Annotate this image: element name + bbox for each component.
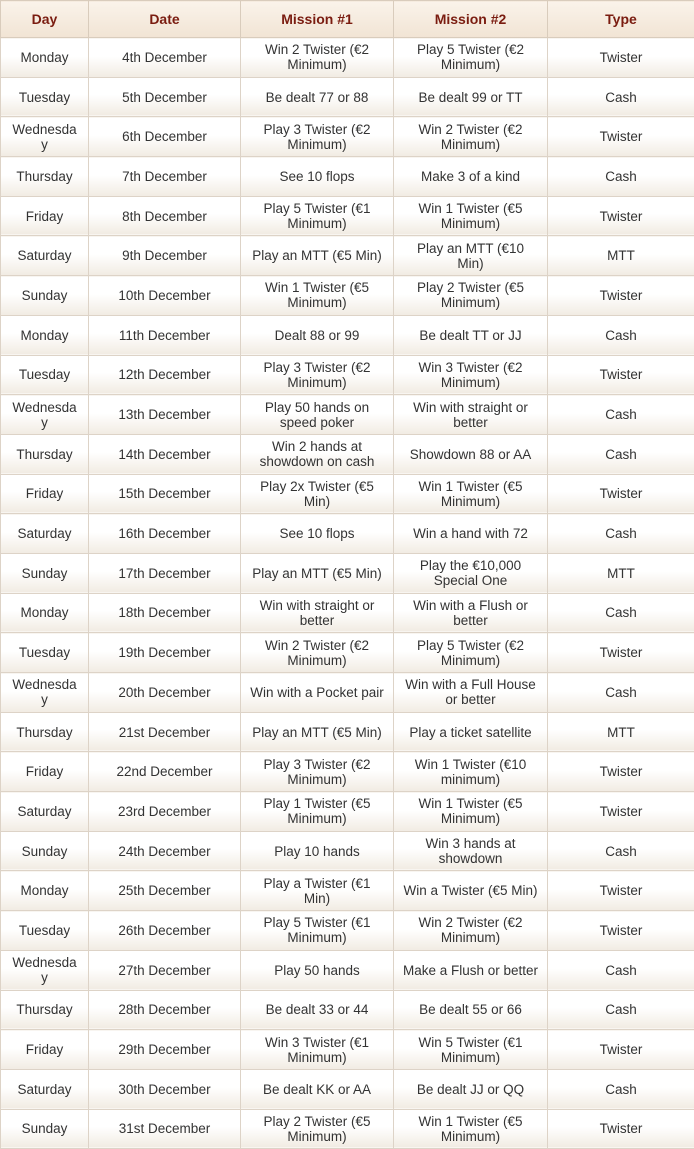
date-cell: 23rd December <box>89 792 241 832</box>
mission-2-cell: Win 5 Twister (€1 Minimum) <box>394 1030 548 1070</box>
table-row <box>1 38 694 78</box>
mission-2-cell: Play a ticket satellite <box>394 712 548 752</box>
date-cell: 28th December <box>89 990 241 1030</box>
mission-2-cell: Win 3 Twister (€2 Minimum) <box>394 355 548 395</box>
table-row <box>1 871 694 911</box>
table-row <box>1 752 694 792</box>
header-row <box>1 1 694 38</box>
date-cell: 20th December <box>89 673 241 713</box>
mission-1-cell: Play an MTT (€5 Min) <box>241 712 394 752</box>
mission-1-cell: Play an MTT (€5 Min) <box>241 236 394 276</box>
table-row <box>1 315 694 355</box>
date-cell: 7th December <box>89 157 241 197</box>
date-cell: 26th December <box>89 911 241 951</box>
type-cell: Cash <box>548 395 694 435</box>
mission-2-cell: Win a hand with 72 <box>394 514 548 554</box>
type-cell: Cash <box>548 990 694 1030</box>
table-row <box>1 553 694 593</box>
mission-1-cell: Play a Twister (€1 Min) <box>241 871 394 911</box>
type-cell: Cash <box>548 77 694 117</box>
day-cell: Tuesday <box>1 633 89 673</box>
header-date: Date <box>89 1 241 38</box>
day-cell: Wednesday <box>1 950 89 990</box>
table-row <box>1 395 694 435</box>
type-cell: Cash <box>548 593 694 633</box>
day-cell: Thursday <box>1 434 89 474</box>
table-row <box>1 355 694 395</box>
mission-1-cell: Play 1 Twister (€5 Minimum) <box>241 792 394 832</box>
mission-2-cell: Win 1 Twister (€5 Minimum) <box>394 474 548 514</box>
mission-1-cell: Win with straight or better <box>241 593 394 633</box>
day-cell: Sunday <box>1 276 89 316</box>
table-body <box>1 38 694 1149</box>
mission-2-cell: Make 3 of a kind <box>394 157 548 197</box>
type-cell: Cash <box>548 673 694 713</box>
mission-2-cell: Win 1 Twister (€5 Minimum) <box>394 792 548 832</box>
table-row <box>1 1030 694 1070</box>
mission-2-cell: Win a Twister (€5 Min) <box>394 871 548 911</box>
mission-1-cell: Play an MTT (€5 Min) <box>241 553 394 593</box>
table-row <box>1 950 694 990</box>
day-cell: Friday <box>1 474 89 514</box>
mission-2-cell: Win 1 Twister (€5 Minimum) <box>394 1109 548 1149</box>
table-row <box>1 157 694 197</box>
date-cell: 18th December <box>89 593 241 633</box>
date-cell: 11th December <box>89 315 241 355</box>
date-cell: 24th December <box>89 831 241 871</box>
mission-2-cell: Be dealt 55 or 66 <box>394 990 548 1030</box>
type-cell: Cash <box>548 831 694 871</box>
mission-2-cell: Make a Flush or better <box>394 950 548 990</box>
type-cell: Twister <box>548 752 694 792</box>
type-cell: Cash <box>548 315 694 355</box>
type-cell: Twister <box>548 38 694 78</box>
table-row <box>1 633 694 673</box>
table-row <box>1 1069 694 1109</box>
day-cell: Saturday <box>1 1069 89 1109</box>
table-row <box>1 911 694 951</box>
mission-2-cell: Win 3 hands at showdown <box>394 831 548 871</box>
mission-2-cell: Be dealt TT or JJ <box>394 315 548 355</box>
day-cell: Sunday <box>1 1109 89 1149</box>
type-cell: Twister <box>548 792 694 832</box>
date-cell: 25th December <box>89 871 241 911</box>
mission-2-cell: Win 1 Twister (€10 minimum) <box>394 752 548 792</box>
mission-1-cell: Win 3 Twister (€1 Minimum) <box>241 1030 394 1070</box>
type-cell: Twister <box>548 633 694 673</box>
table-row <box>1 434 694 474</box>
day-cell: Monday <box>1 315 89 355</box>
mission-1-cell: Play 50 hands on speed poker <box>241 395 394 435</box>
day-cell: Wednesday <box>1 117 89 157</box>
date-cell: 12th December <box>89 355 241 395</box>
mission-1-cell: Play 5 Twister (€1 Minimum) <box>241 911 394 951</box>
day-cell: Sunday <box>1 831 89 871</box>
day-cell: Monday <box>1 38 89 78</box>
date-cell: 15th December <box>89 474 241 514</box>
mission-2-cell: Showdown 88 or AA <box>394 434 548 474</box>
day-cell: Saturday <box>1 236 89 276</box>
mission-1-cell: Win 2 hands at showdown on cash <box>241 434 394 474</box>
mission-1-cell: Be dealt 33 or 44 <box>241 990 394 1030</box>
mission-1-cell: Win with a Pocket pair <box>241 673 394 713</box>
mission-1-cell: Play 5 Twister (€1 Minimum) <box>241 196 394 236</box>
type-cell: MTT <box>548 236 694 276</box>
mission-2-cell: Play 5 Twister (€2 Minimum) <box>394 633 548 673</box>
mission-1-cell: See 10 flops <box>241 514 394 554</box>
table-row <box>1 792 694 832</box>
table-row <box>1 673 694 713</box>
day-cell: Tuesday <box>1 77 89 117</box>
date-cell: 21st December <box>89 712 241 752</box>
table-header <box>1 1 694 38</box>
day-cell: Friday <box>1 1030 89 1070</box>
mission-2-cell: Be dealt 99 or TT <box>394 77 548 117</box>
type-cell: Twister <box>548 1109 694 1149</box>
mission-2-cell: Play an MTT (€10 Min) <box>394 236 548 276</box>
date-cell: 10th December <box>89 276 241 316</box>
date-cell: 29th December <box>89 1030 241 1070</box>
table-row <box>1 196 694 236</box>
mission-2-cell: Win with a Flush or better <box>394 593 548 633</box>
table-row <box>1 236 694 276</box>
day-cell: Friday <box>1 196 89 236</box>
mission-1-cell: Play 10 hands <box>241 831 394 871</box>
mission-2-cell: Play 2 Twister (€5 Minimum) <box>394 276 548 316</box>
date-cell: 27th December <box>89 950 241 990</box>
mission-1-cell: Play 3 Twister (€2 Minimum) <box>241 355 394 395</box>
mission-2-cell: Win with straight or better <box>394 395 548 435</box>
type-cell: Cash <box>548 434 694 474</box>
day-cell: Thursday <box>1 157 89 197</box>
type-cell: Cash <box>548 514 694 554</box>
table-row <box>1 474 694 514</box>
mission-1-cell: Be dealt KK or AA <box>241 1069 394 1109</box>
mission-2-cell: Play 5 Twister (€2 Minimum) <box>394 38 548 78</box>
type-cell: MTT <box>548 553 694 593</box>
mission-1-cell: Win 2 Twister (€2 Minimum) <box>241 633 394 673</box>
mission-1-cell: Win 1 Twister (€5 Minimum) <box>241 276 394 316</box>
day-cell: Wednesday <box>1 673 89 713</box>
header-type: Type <box>548 1 694 38</box>
day-cell: Saturday <box>1 792 89 832</box>
mission-1-cell: Be dealt 77 or 88 <box>241 77 394 117</box>
day-cell: Friday <box>1 752 89 792</box>
header-mission-2: Mission #2 <box>394 1 548 38</box>
type-cell: Twister <box>548 117 694 157</box>
day-cell: Sunday <box>1 553 89 593</box>
table-row <box>1 514 694 554</box>
date-cell: 17th December <box>89 553 241 593</box>
mission-1-cell: Play 2 Twister (€5 Minimum) <box>241 1109 394 1149</box>
day-cell: Wednesday <box>1 395 89 435</box>
day-cell: Monday <box>1 871 89 911</box>
date-cell: 31st December <box>89 1109 241 1149</box>
mission-1-cell: See 10 flops <box>241 157 394 197</box>
type-cell: Twister <box>548 196 694 236</box>
table-row <box>1 990 694 1030</box>
table-row <box>1 117 694 157</box>
mission-1-cell: Win 2 Twister (€2 Minimum) <box>241 38 394 78</box>
type-cell: Twister <box>548 276 694 316</box>
type-cell: Twister <box>548 911 694 951</box>
day-cell: Tuesday <box>1 911 89 951</box>
mission-1-cell: Play 2x Twister (€5 Min) <box>241 474 394 514</box>
mission-2-cell: Win with a Full House or better <box>394 673 548 713</box>
date-cell: 13th December <box>89 395 241 435</box>
type-cell: Cash <box>548 950 694 990</box>
mission-1-cell: Play 3 Twister (€2 Minimum) <box>241 752 394 792</box>
type-cell: Cash <box>548 1069 694 1109</box>
header-mission-1: Mission #1 <box>241 1 394 38</box>
mission-2-cell: Win 1 Twister (€5 Minimum) <box>394 196 548 236</box>
table-row <box>1 831 694 871</box>
day-cell: Monday <box>1 593 89 633</box>
date-cell: 14th December <box>89 434 241 474</box>
day-cell: Saturday <box>1 514 89 554</box>
mission-1-cell: Play 3 Twister (€2 Minimum) <box>241 117 394 157</box>
type-cell: Cash <box>548 157 694 197</box>
day-cell: Thursday <box>1 990 89 1030</box>
type-cell: Twister <box>548 474 694 514</box>
day-cell: Tuesday <box>1 355 89 395</box>
type-cell: Twister <box>548 355 694 395</box>
date-cell: 30th December <box>89 1069 241 1109</box>
date-cell: 5th December <box>89 77 241 117</box>
mission-2-cell: Win 2 Twister (€2 Minimum) <box>394 117 548 157</box>
mission-2-cell: Win 2 Twister (€2 Minimum) <box>394 911 548 951</box>
mission-1-cell: Dealt 88 or 99 <box>241 315 394 355</box>
date-cell: 19th December <box>89 633 241 673</box>
table-row <box>1 593 694 633</box>
date-cell: 8th December <box>89 196 241 236</box>
table-row <box>1 712 694 752</box>
date-cell: 22nd December <box>89 752 241 792</box>
type-cell: Twister <box>548 871 694 911</box>
mission-2-cell: Play the €10,000 Special One <box>394 553 548 593</box>
table-row <box>1 276 694 316</box>
table-row <box>1 77 694 117</box>
header-day: Day <box>1 1 89 38</box>
date-cell: 4th December <box>89 38 241 78</box>
type-cell: Twister <box>548 1030 694 1070</box>
mission-1-cell: Play 50 hands <box>241 950 394 990</box>
date-cell: 6th December <box>89 117 241 157</box>
date-cell: 16th December <box>89 514 241 554</box>
type-cell: MTT <box>548 712 694 752</box>
day-cell: Thursday <box>1 712 89 752</box>
mission-2-cell: Be dealt JJ or QQ <box>394 1069 548 1109</box>
date-cell: 9th December <box>89 236 241 276</box>
